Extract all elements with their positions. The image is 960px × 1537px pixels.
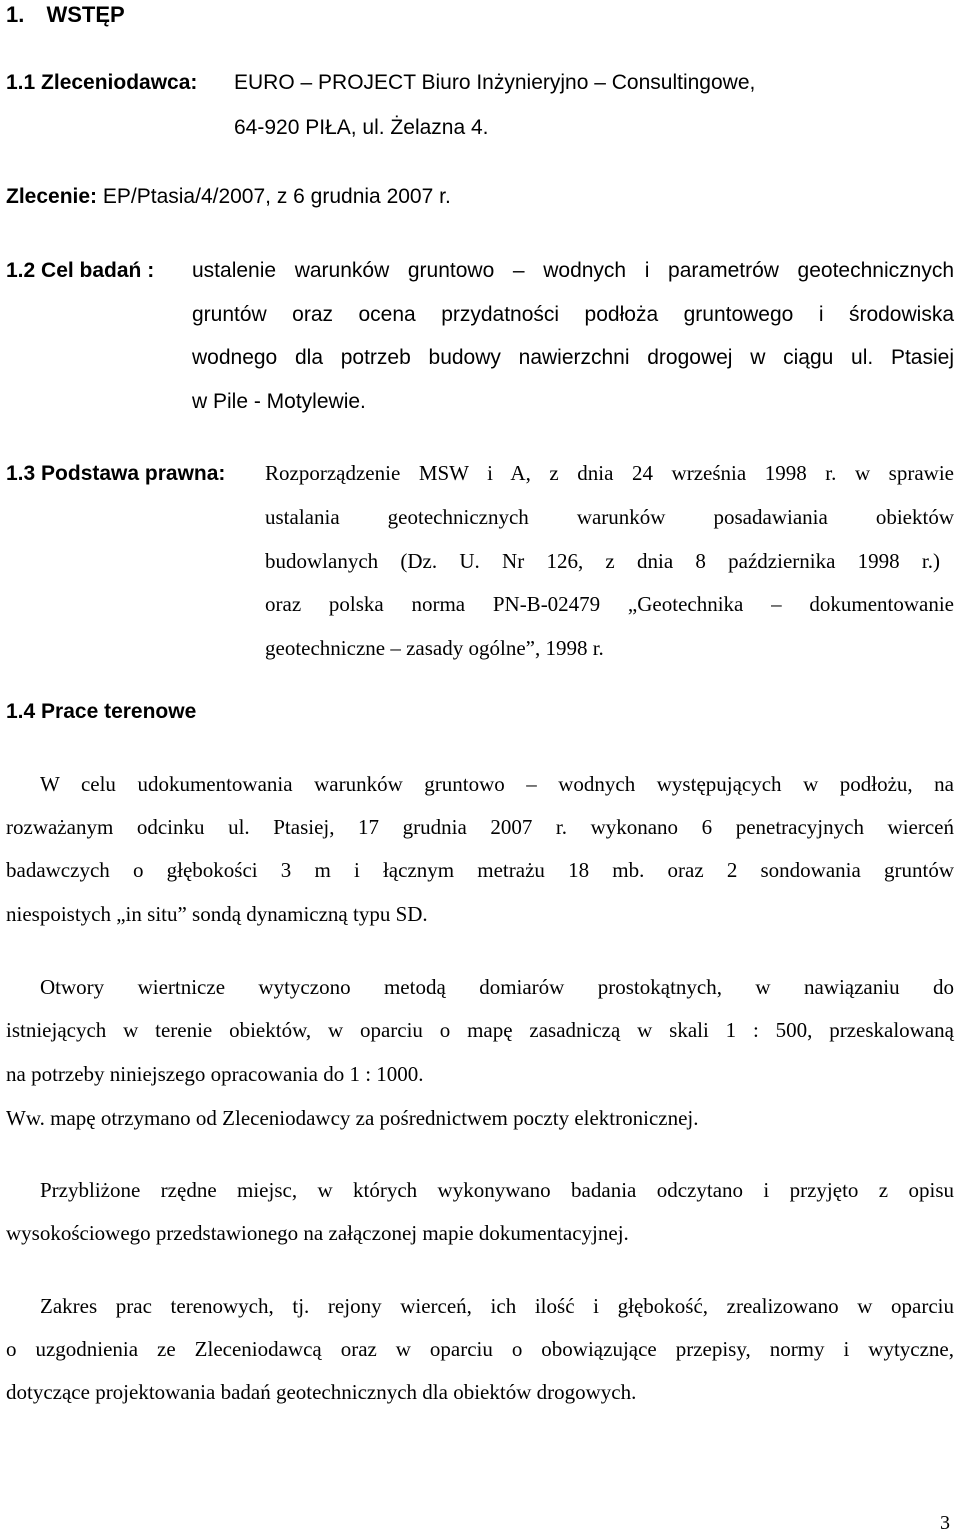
client-line-2: 64-920 PIŁA, ul. Żelazna 4. [234, 116, 489, 139]
purpose-line: ustalenie warunków gruntowo – wodnych i parametrów geotechnicznych [192, 259, 954, 282]
paragraph-line: Otwory wiertnicze wytyczono metodą domiarów prostokątnych, w nawiązaniu do [40, 975, 954, 999]
client-label: 1.1 Zleceniodawca: [6, 71, 198, 94]
paragraph-line: na potrzeby niniejszego opracowania do 1 : 1000. [6, 1062, 424, 1086]
paragraph-line: W celu udokumentowania warunków gruntowo – wodnych występujących w podłożu, na [40, 772, 954, 796]
paragraph-line: rozważanym odcinku ul. Ptasiej, 17 grudnia 2007 r. wykonano 6 penetracyjnych wierceń [6, 815, 954, 839]
paragraph-line: istniejących w terenie obiektów, w oparciu o mapę zasadniczą w skali 1 : 500, przeskalowaną [6, 1018, 954, 1042]
page-number: 3 [940, 1512, 950, 1534]
legal-line: Rozporządzenie MSW i A, z dnia 24 września 1998 r. w sprawie [265, 461, 954, 485]
paragraph-line: badawczych o głębokości 3 m i łącznym metrażu 18 mb. oraz 2 sondowania gruntów [6, 858, 954, 882]
paragraph-line: dotyczące projektowania badań geotechnicznych dla obiektów drogowych. [6, 1380, 637, 1404]
section-heading [6, 2, 125, 28]
fieldwork-label: 1.4 Prace terenowe [6, 700, 197, 723]
purpose-line: wodnego dla potrzeb budowy nawierzchni drogowej w ciągu ul. Ptasiej [192, 346, 954, 369]
legal-line: oraz polska norma PN-B-02479 „Geotechnika – dokumentowanie [265, 592, 954, 616]
legal-line: geotechniczne – zasady ogólne”, 1998 r. [265, 636, 604, 660]
paragraph-line: o uzgodnienia ze Zleceniodawcą oraz w oparciu o obowiązujące przepisy, normy i wytyczne, [6, 1337, 954, 1361]
order-label: Zlecenie: [6, 185, 98, 208]
client-line-1: EURO – PROJECT Biuro Inżynieryjno – Consultingowe, [234, 71, 756, 94]
paragraph-line: niespoistych „in situ” sondą dynamiczną typu SD. [6, 902, 428, 926]
legal-line: budowlanych (Dz. U. Nr 126, z dnia 8 października 1998 r.) [265, 549, 940, 573]
paragraph-line: Zakres prac terenowych, tj. rejony wierceń, ich ilość i głębokość, zrealizowano w oparciu [40, 1294, 954, 1318]
legal-label: 1.3 Podstawa prawna: [6, 462, 226, 485]
purpose-line: w Pile - Motylewie. [192, 390, 366, 413]
paragraph-line: wysokościowego przedstawionego na załączonej mapie dokumentacyjnej. [6, 1221, 629, 1245]
purpose-label: 1.2 Cel badań : [6, 259, 155, 282]
purpose-line: gruntów oraz ocena przydatności podłoża gruntowego i środowiska [192, 303, 954, 326]
paragraph-line: Ww. mapę otrzymano od Zleceniodawcy za pośrednictwem poczty elektronicznej. [6, 1106, 699, 1130]
paragraph-line: Przybliżone rzędne miejsc, w których wykonywano badania odczytano i przyjęto z opisu [40, 1178, 954, 1202]
section-title: WSTĘP [46, 2, 125, 27]
section-number: 1. [6, 2, 25, 27]
order-value: EP/Ptasia/4/2007, z 6 grudnia 2007 r. [102, 185, 451, 208]
order-line [6, 185, 451, 209]
legal-line: ustalania geotechnicznych warunków posadawiania obiektów [265, 505, 954, 529]
